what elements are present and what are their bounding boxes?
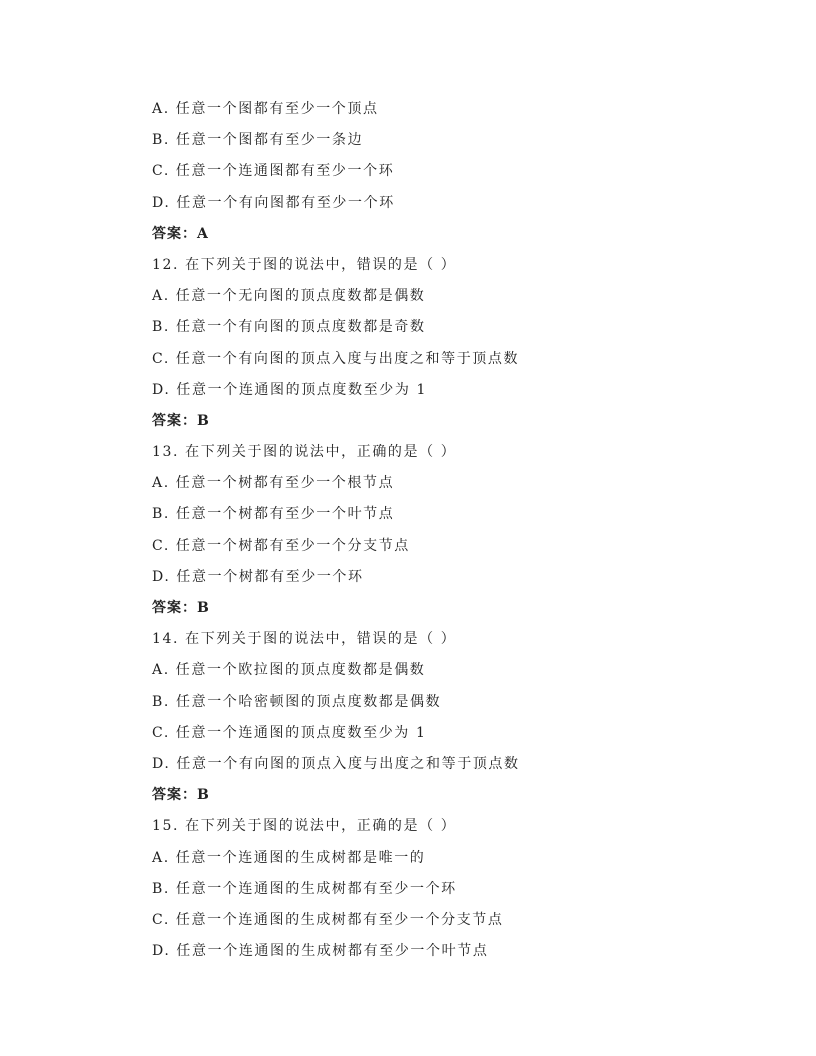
question-12: 12. 在下列关于图的说法中，错误的是（ ） <box>152 256 457 273</box>
option-13d: D. 任意一个树都有至少一个环 <box>152 568 364 585</box>
option-13a: A. 任意一个树都有至少一个根节点 <box>152 475 395 492</box>
document-page <box>152 94 712 967</box>
option-15a: A. 任意一个连通图的生成树都是唯一的 <box>152 849 426 866</box>
question-13: 13. 在下列关于图的说法中，正确的是（ ） <box>152 444 457 461</box>
option-12b: B. 任意一个有向图的顶点度数都是奇数 <box>152 319 426 336</box>
answer-13: 答案：B <box>152 600 210 616</box>
answer-11: 答案：A <box>152 225 209 242</box>
answer-12: 答案：B <box>152 412 210 429</box>
option-14d: D. 任意一个有向图的顶点入度与出度之和等于顶点数 <box>152 755 520 772</box>
option-14b: B. 任意一个哈密顿图的顶点度数都是偶数 <box>152 693 442 710</box>
question-15: 15. 在下列关于图的说法中，正确的是（ ） <box>152 818 457 835</box>
option-12a: A. 任意一个无向图的顶点度数都是偶数 <box>152 288 426 305</box>
option-11b: B. 任意一个图都有至少一条边 <box>152 132 364 149</box>
option-15d: D. 任意一个连通图的生成树都有至少一个叶节点 <box>152 943 489 960</box>
answer-14: 答案：B <box>152 787 210 804</box>
option-14a: A. 任意一个欧拉图的顶点度数都是偶数 <box>152 662 426 679</box>
option-11c: C. 任意一个连通图都有至少一个环 <box>152 163 395 180</box>
option-11d: D. 任意一个有向图都有至少一个环 <box>152 194 395 211</box>
option-15c: C. 任意一个连通图的生成树都有至少一个分支节点 <box>152 911 504 928</box>
option-13b: B. 任意一个树都有至少一个叶节点 <box>152 506 395 523</box>
option-12c: C. 任意一个有向图的顶点入度与出度之和等于顶点数 <box>152 350 520 367</box>
option-15b: B. 任意一个连通图的生成树都有至少一个环 <box>152 880 457 897</box>
option-14c: C. 任意一个连通图的顶点度数至少为 1 <box>152 724 427 741</box>
option-13c: C. 任意一个树都有至少一个分支节点 <box>152 537 410 554</box>
option-11a: A. 任意一个图都有至少一个顶点 <box>152 101 379 117</box>
option-12d: D. 任意一个连通图的顶点度数至少为 1 <box>152 381 427 398</box>
question-14: 14. 在下列关于图的说法中，错误的是（ ） <box>152 631 457 648</box>
